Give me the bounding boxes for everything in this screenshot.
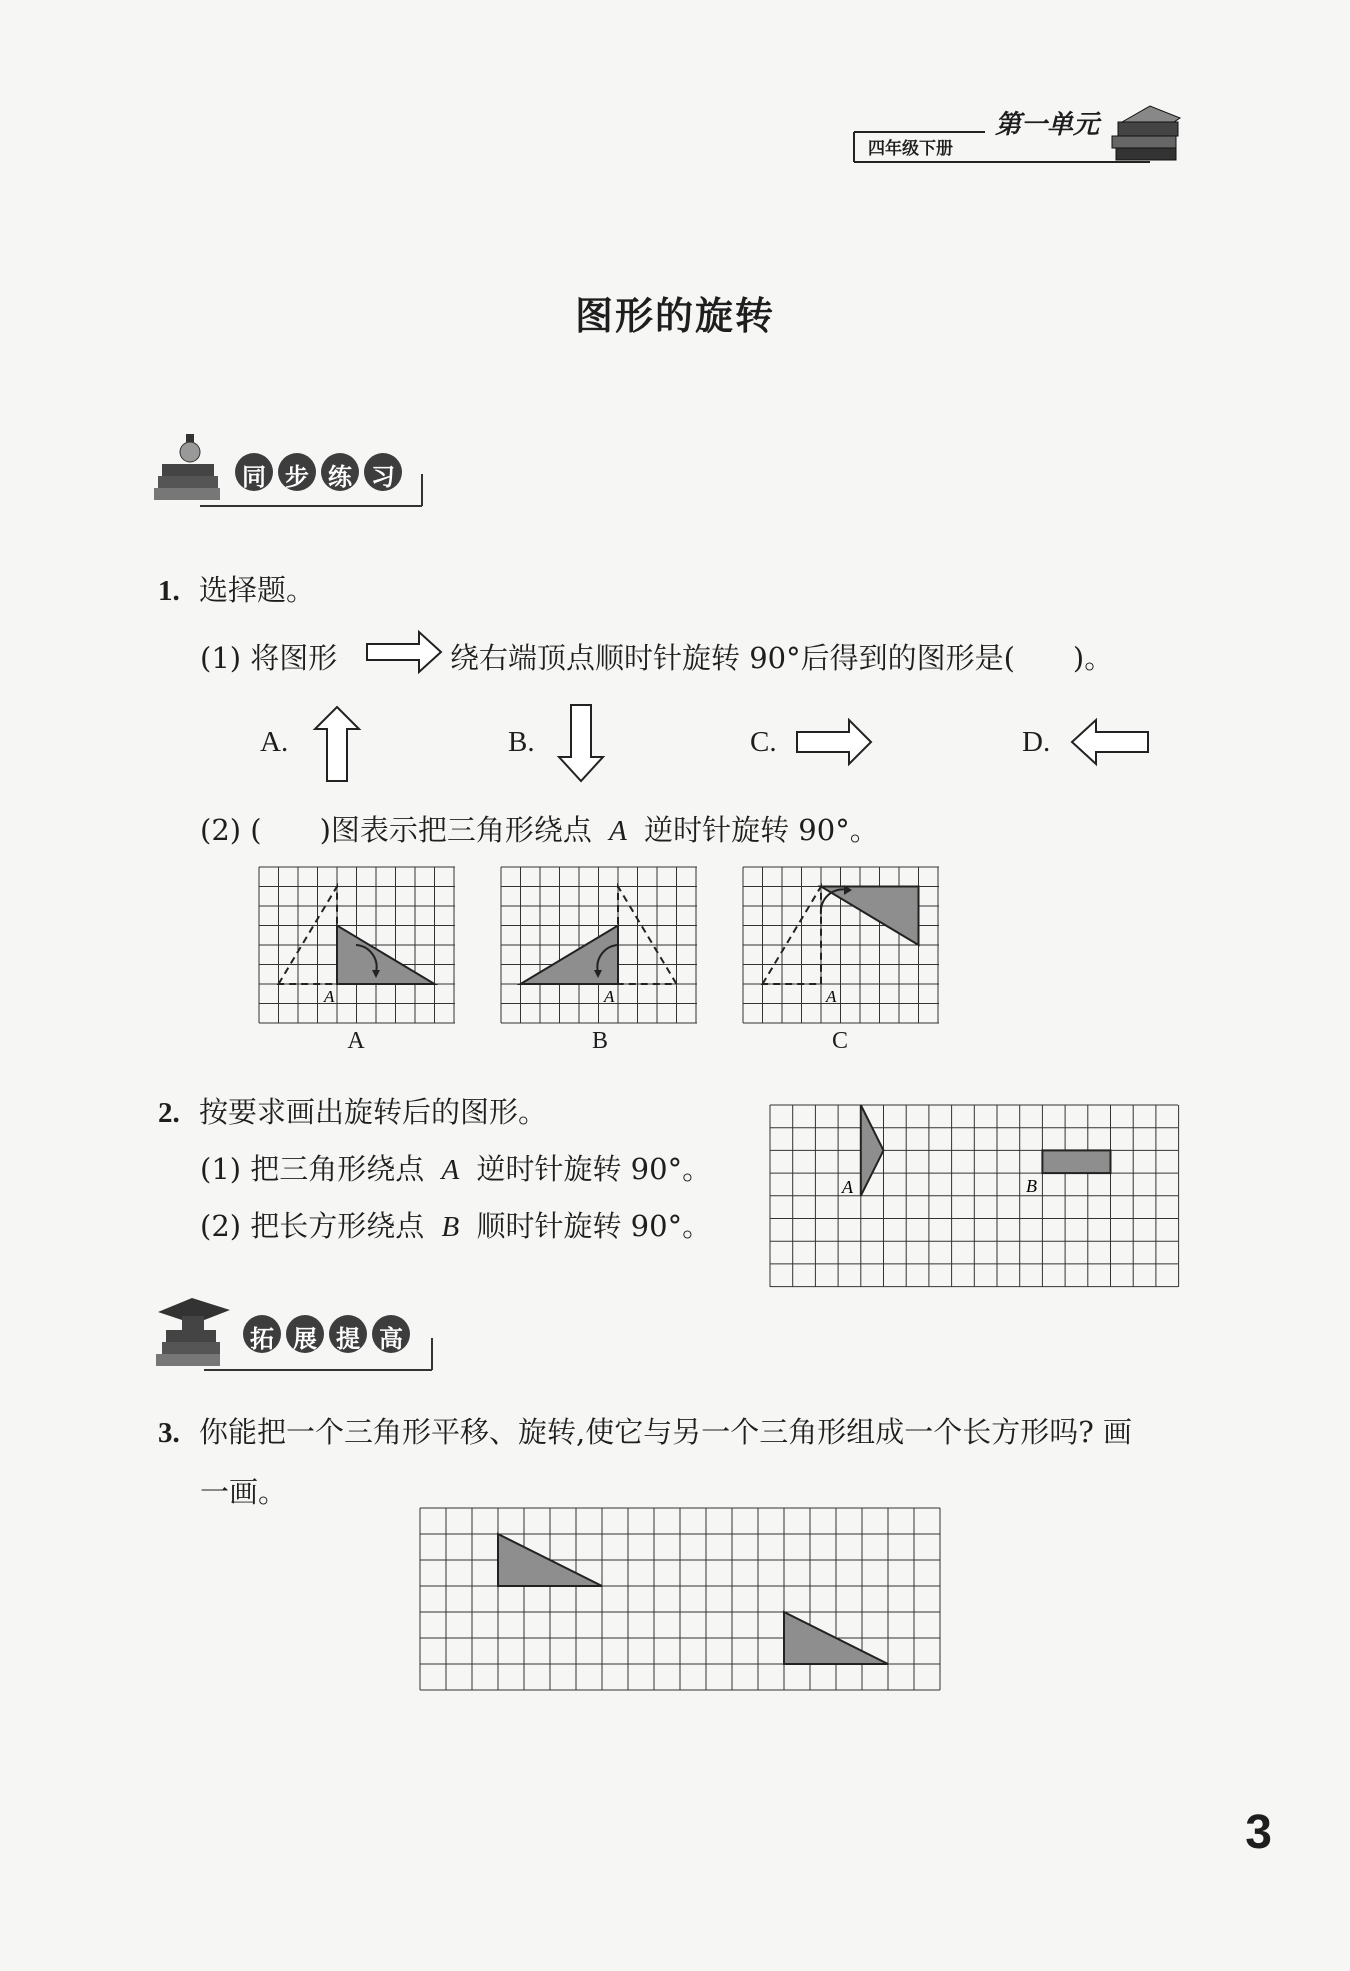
q1-sub1-prefix: (1) 将图形: [200, 641, 338, 675]
q3-text-line1: 你能把一个三角形平移、旋转,使它与另一个三角形组成一个长方形吗? 画: [198, 1415, 1132, 1449]
q1-text: 选择题。: [198, 573, 315, 607]
q2-sub2-prefix: (2) 把长方形绕点: [200, 1209, 425, 1243]
page-title: 图形的旋转: [574, 294, 775, 338]
banner-char: 提: [336, 1325, 360, 1353]
q2-drawing-grid[interactable]: [768, 1103, 1184, 1291]
figure-grid-b: [500, 866, 700, 1026]
q2-sub2: [200, 1204, 711, 1245]
section-banner-sync: [150, 432, 430, 512]
banner-char: 步: [285, 463, 309, 491]
books-icon: [1112, 106, 1180, 160]
banner-char: 展: [293, 1325, 317, 1353]
banner-char: 练: [328, 463, 352, 491]
figure-caption-a: A: [347, 1028, 365, 1054]
q3-line1: [158, 1410, 1132, 1451]
q2-heading: [158, 1090, 547, 1131]
q2-sub1: [200, 1147, 711, 1188]
point-a-label: A: [826, 987, 837, 1006]
q1-sub2-suffix: 逆时针旋转 90°。: [644, 813, 879, 847]
q2-sub1-suffix: 逆时针旋转 90°。: [476, 1152, 712, 1186]
page-number: 3: [1245, 1806, 1272, 1859]
option-b-label: B.: [508, 726, 535, 758]
unit-header: [850, 100, 1190, 170]
right-arrow-figure: [365, 628, 445, 678]
figure-caption-b: B: [591, 1028, 608, 1054]
point-a-label: A: [324, 987, 335, 1006]
option-c-label: C.: [750, 726, 777, 758]
section-banner-extend: [150, 1290, 440, 1374]
q2-sub2-point: B: [441, 1211, 460, 1243]
q1-number: 1.: [158, 575, 180, 607]
down-arrow-option: [556, 703, 606, 783]
banner-char: 拓: [250, 1325, 274, 1353]
q2-sub1-prefix: (1) 把三角形绕点: [200, 1152, 425, 1186]
point-b-label: B: [1026, 1176, 1037, 1196]
q3-number: 3.: [158, 1417, 180, 1449]
q1-heading: [158, 568, 315, 609]
figure-grid-c: [742, 866, 942, 1026]
q1-sub2-prefix: (2) ( )图表示把三角形绕点: [200, 813, 592, 847]
q2-sub1-point: A: [441, 1154, 460, 1186]
grade-label: 四年级下册: [868, 139, 953, 159]
unit-title: 第一单元: [995, 110, 1100, 140]
option-a-label: A.: [260, 726, 289, 758]
figure-caption-c: C: [831, 1028, 848, 1054]
option-d-label: D.: [1022, 726, 1051, 758]
up-arrow-option: [312, 705, 362, 785]
q2-number: 2.: [158, 1097, 180, 1129]
q2-text: 按要求画出旋转后的图形。: [198, 1095, 547, 1129]
point-a-label: A: [604, 987, 615, 1006]
q2-sub2-suffix: 顺时针旋转 90°。: [476, 1209, 712, 1243]
q1-sub1-suffix: 绕右端顶点顺时针旋转 90°后得到的图形是( )。: [450, 641, 1114, 675]
right-arrow-option: [795, 718, 875, 768]
q3-text-line2: 一画。: [200, 1475, 288, 1509]
q3-drawing-grid[interactable]: [418, 1506, 948, 1696]
left-arrow-option: [1070, 718, 1150, 768]
banner-char: 同: [242, 463, 266, 491]
point-a-label: A: [842, 1177, 853, 1197]
q1-sub2-point: A: [609, 815, 627, 847]
banner-char: 高: [379, 1325, 403, 1353]
q1-sub2-text: [200, 808, 879, 849]
banner-char: 习: [371, 463, 395, 491]
figure-grid-a: [258, 866, 458, 1026]
